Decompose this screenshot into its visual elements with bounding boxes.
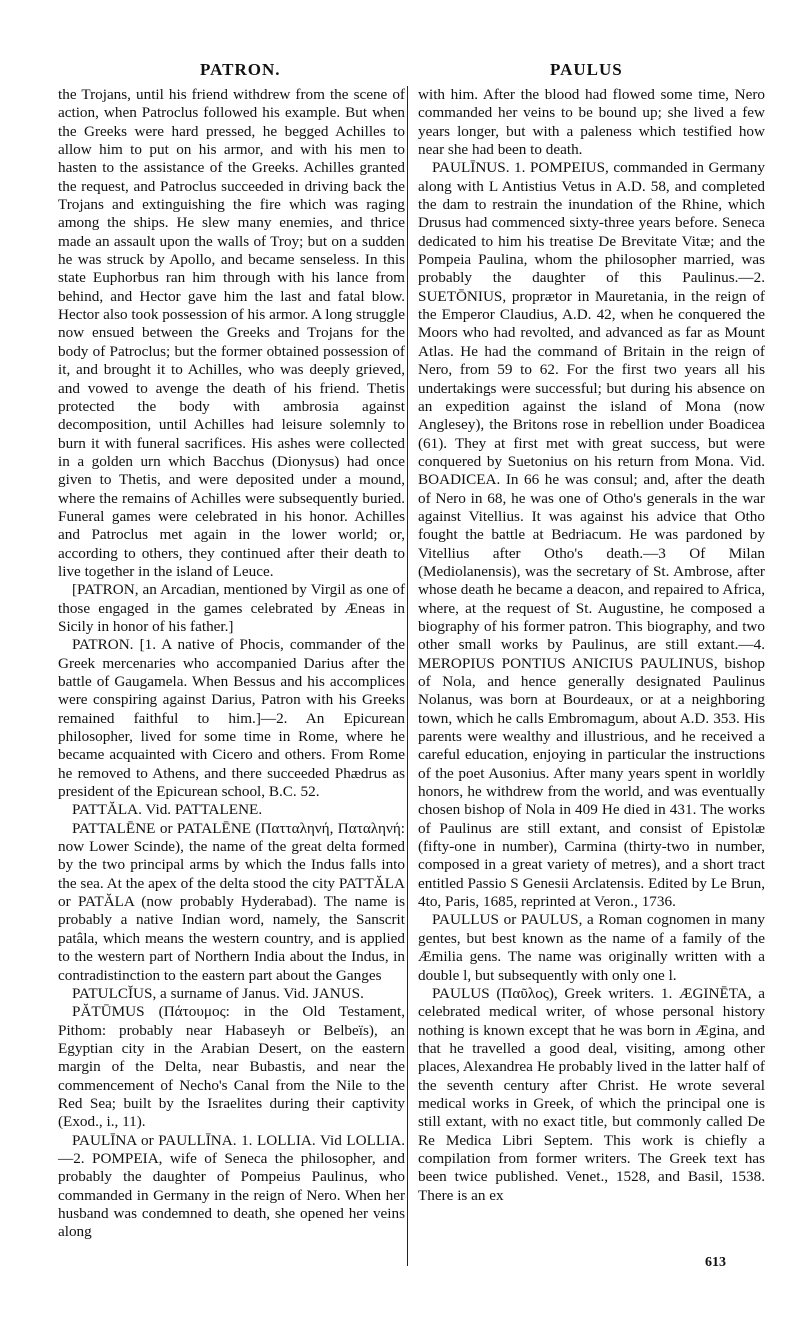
running-head-left: PATRON.	[200, 60, 281, 79]
entry-paulus: PAULUS (Παῦλος), Greek writers. 1. ÆGINĒTA, a celebrated medical writer, of whose personal history nothing is known except that he was born in Ægina, and that he travelled a good deal, visiting, among other places, Alexandrea He probably lived in the latter half of the seventh century after Christ. He wrote several medical works in Greek, of which the principal one is still extant, with no exact title, but commonly called De Re Medica Libri Septem. This work is chiefly a compilation from former writers. The Greek text has been twice published. Venet., 1528, and Basil, 1538. There is an ex	[418, 984, 765, 1204]
entry-patumus: PĂTŪMUS (Πάτουμος: in the Old Testament, Pithom: probably near Habaseyh or Belbeïs), an Egyptian city in the Arabian Desert, on the eastern margin of the Delta, near Bubastis, and near the commencement of Necho's Canal from the Nile to the Red Sea; built by the Israelites during their captivity (Exod., i., 11).	[58, 1003, 405, 1131]
column-divider	[407, 86, 408, 1266]
entry-patron: PATRON. [1. A native of Phocis, commander of the Greek mercenaries who accompanied Darius after the battle of Gaugamela. When Bessus and his accomplices were conspiring against Darius, Patron with his Greeks remained faithful to him.]—2. An Epicurean philosopher, lived for some time in Rome, where he became acquainted with Cicero and others. From Rome he removed to Athens, and there succeeded Phædrus as president of the Epicurean school, B.C. 52.	[58, 636, 405, 801]
entry-patron-arcadian: [PATRON, an Arcadian, mentioned by Virgil as one of those engaged in the games celebrated by Æneas in Sicily in honor of his father.]	[58, 581, 405, 635]
running-head-right: PAULUS	[550, 60, 623, 79]
right-column	[418, 86, 765, 1205]
page-number: 613	[705, 1255, 726, 1270]
entry-paulinus: PAULĪNUS. 1. POMPEIUS, commanded in Germany along with L Antistius Vetus in A.D. 58, and completed the dam to restrain the inundation of the Rhine, which Drusus had commenced sixty-three years before. Seneca dedicated to him his treatise De Brevitate Vitæ; and the Pompeia Paulina, whom the philosopher married, was probably the daughter of this Paulinus.—2. SUETŌNIUS, proprætor in Mauretania, in the reign of the Emperor Claudius, A.D. 42, when he conquered the Moors who had revolted, and advanced as far as Mount Atlas. He had the command of Britain in the reign of Nero, from 59 to 62. For the first two years all his undertakings were successful; but during his absence on an expedition against the island of Mona (now Anglesey), the Britons rose in rebellion under Boadicea (61). They at first met with great success, but were conquered by Suetonius on his return from Mona. Vid. BOADICEA. In 66 he was consul; and, after the death of Nero in 68, he was one of Otho's generals in the war against Vitellius. It was against his advice that Otho fought the battle at Bedriacum. He was pardoned by Vitellius after Otho's death.—3 Of Milan (Mediolanensis), was the secretary of St. Ambrose, after whose death he became a deacon, and repaired to Africa, where, at the request of St. Augustine, he composed a biography of his former patron. This biography, and two other small works by Paulinus, are still extant.—4. MEROPIUS PONTIUS ANICIUS PAULINUS, bishop of Nola, and hence generally designated Paulinus Nolanus, was born at Bourdeaux, or at a neighboring town, which he calls Embromagum, about A.D. 353. His parents were wealthy and illustrious, and he received a careful education, enjoying in particular the instructions of the poet Ausonius. After many years spent in worldly honors, he withdrew from the world, and was eventually chosen bishop of Nola in 409 He died in 431. The works of Paulinus are still extant, and consist of Epistolæ (fifty-one in number), Carmina (thirty-two in number, composed in a great variety of metres), and a short tract entitled Passio S Genesii Arclatensis. Edited by Le Brun, 4to, Paris, 1685, reprinted at Veron., 1736.	[418, 159, 765, 911]
entry-patulcius: PATULCĬUS, a surname of Janus. Vid. JANUS.	[72, 984, 364, 1002]
left-column	[58, 86, 405, 1242]
entry-pattala: PATTĂLA. Vid. PATTALENE.	[72, 801, 263, 819]
entry-patroclus-continued: the Trojans, until his friend withdrew from the scene of action, when Patroclus followed his example. But when the Greeks were hard pressed, he begged Achilles to allow him to put on his armor, and with his men to hasten to the assistance of the Greeks. Achilles granted the request, and Patroclus succeeded in driving back the Trojans and extinguishing the fire which was raging among the ships. He slew many enemies, and thrice made an assault upon the walls of Troy; but on a sudden he was struck by Apollo, and became senseless. In this state Euphorbus ran him through with his lance from behind, and Hector gave him the last and fatal blow. Hector also took possession of his armor. A long struggle now ensued between the Greeks and Trojans for the body of Patroclus; but the former obtained possession of it, and brought it to Achilles, who was deeply grieved, and vowed to avenge the death of his friend. Thetis protected the body with ambrosia against decomposition, until Achilles had leisure solemnly to burn it with funeral sacrifices. His ashes were collected in a golden urn which Bacchus (Dionysus) had once given to Thetis, and were deposited under a mound, where the remains of Achilles were subsequently buried. Funeral games were celebrated in his honor. Achilles and Patroclus met again in the lower world; or, according to others, they continued after their death to live together in the island of Leuce.	[58, 86, 405, 580]
entry-paulina: PAULĪNA or PAULLĪNA. 1. LOLLIA. Vid LOLLIA.—2. POMPEIA, wife of Seneca the philosopher, and probably the daughter of Pompeius Paulinus, who commanded in Germany in the reign of Nero. When her husband was condemned to death, she opened her veins along	[58, 1131, 405, 1241]
entry-paulina-continued: with him. After the blood had flowed some time, Nero commanded her veins to be bound up; she lived a few years longer, but with a paleness which testified how near she had been to death.	[418, 86, 765, 159]
entry-pattalene: PATTALĒNE or PATALĒNE (Πατταληνή, Παταληνή: now Lower Scinde), the name of the great delta formed by the two principal arms by which the Indus falls into the sea. At the apex of the delta stood the city PATTĂLA or PATĂLA (now probably Hyderabad). The name is probably a native Indian word, namely, the Sanscrit patâla, which means the western country, and is applied to the western part of Northern India about the Indus, in contradistinction to the eastern part about the Ganges	[58, 819, 405, 984]
entry-paullus: PAULLUS or PAULUS, a Roman cognomen in many gentes, but best known as the name of a family of the Æmilia gens. The name was originally written with a double l, but subsequently with only one l.	[418, 911, 765, 984]
